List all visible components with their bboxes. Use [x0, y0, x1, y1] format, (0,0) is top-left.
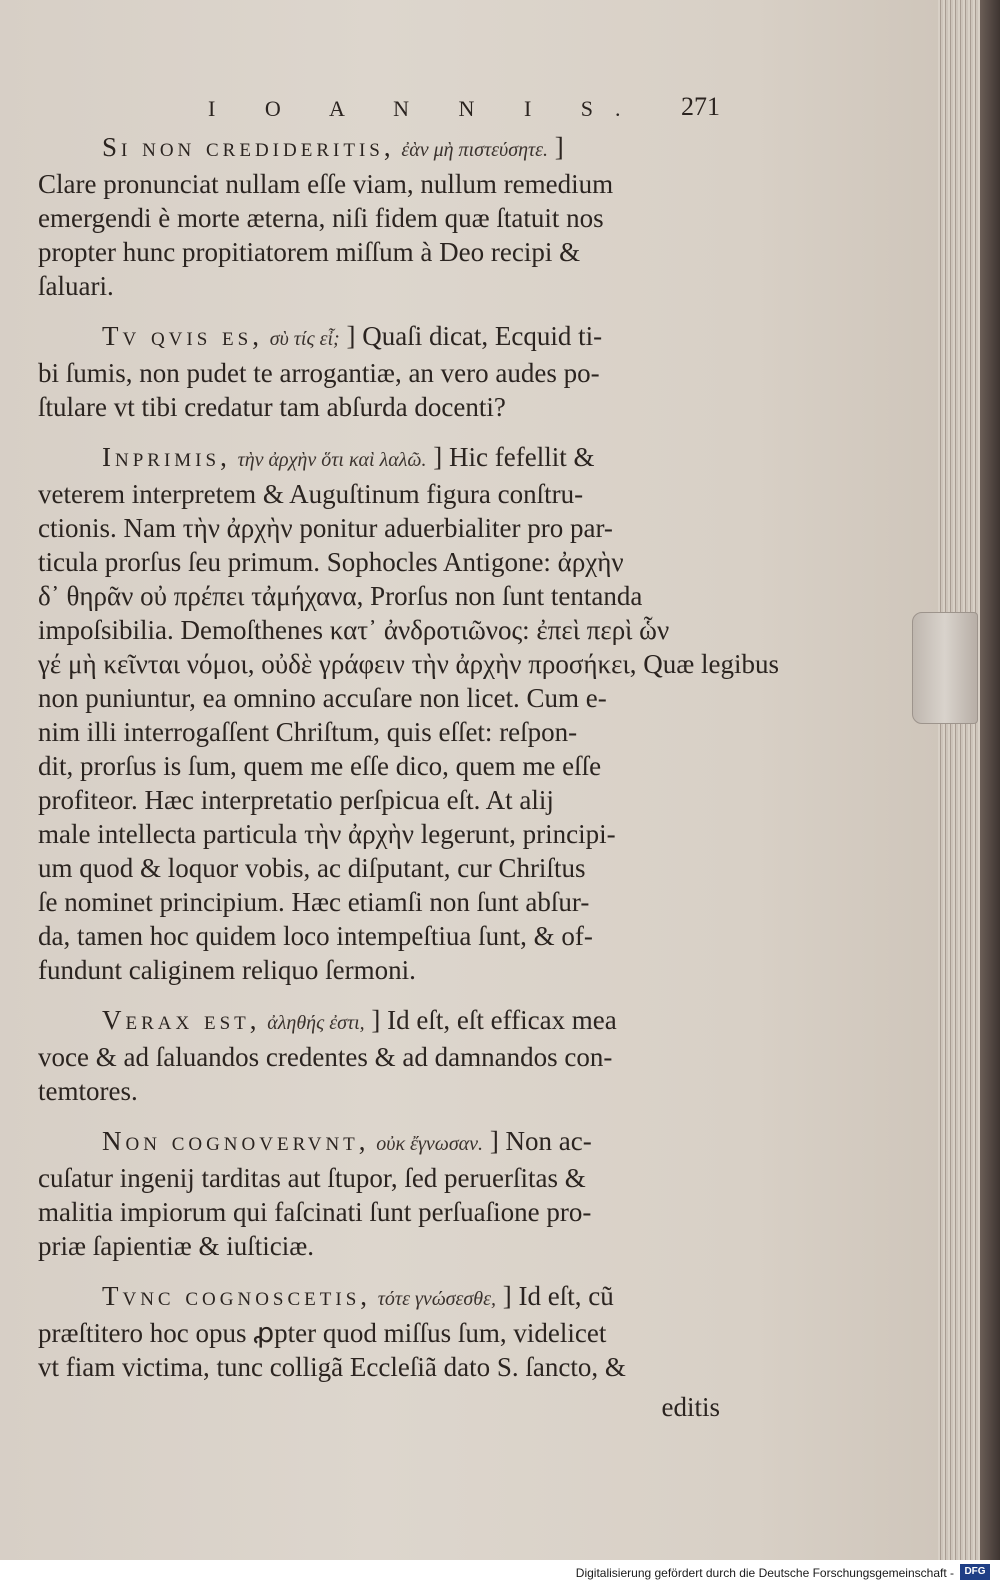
commentary-paragraph: [38, 1279, 720, 1384]
text-line: [38, 1124, 720, 1161]
lemma-remainder: ] Hic fefellit &: [433, 442, 595, 472]
commentary-body: [38, 130, 779, 1384]
text-line: male intellecta particula τὴν ἀρχὴν legerunt, principi-: [38, 819, 616, 849]
text-line: ticula prorſus ſeu primum. Sophocles Antigone: ἀρχὴν: [38, 547, 624, 577]
text-line: priæ ſapientiæ & iuſticiæ.: [38, 1231, 314, 1261]
lemma-heading: Inprimis,: [102, 442, 231, 472]
lemma-heading: Si non credideritis,: [102, 132, 395, 162]
text-line: propter hunc propitiatorem miſſum à Deo recipi &: [38, 237, 581, 267]
running-title: I O A N N I S.: [208, 96, 643, 121]
text-line: voce & ad ſaluandos credentes & ad damnandos con-: [38, 1042, 613, 1072]
text-line: δ᾽ θηρᾶν οὐ πρέπει τἀμήχανα, Prorſus non ſunt tentanda: [38, 581, 643, 611]
commentary-paragraph: [38, 130, 720, 303]
greek-phrase: ἀληθής ἐστι,: [267, 1012, 365, 1034]
text-line: temtores.: [38, 1076, 138, 1106]
text-line: da, tamen hoc quidem loco intempeſtiua ſunt, & of-: [38, 921, 593, 951]
lemma-heading: Tvnc cognoscetis,: [102, 1281, 372, 1311]
dfg-logo: DFG: [960, 1564, 990, 1580]
text-line: [38, 319, 720, 356]
lemma-remainder: ] Id eſt, cũ: [502, 1281, 614, 1311]
text-line: vt fiam victima, tunc colligã Eccleſiã dato S. ſancto, &: [38, 1352, 626, 1382]
text-line: non puniuntur, ea omnino accuſare non licet. Cum e-: [38, 683, 607, 713]
commentary-paragraph: [38, 1003, 720, 1108]
lemma-remainder: ] Non ac-: [489, 1126, 592, 1156]
running-head: [38, 86, 720, 126]
greek-phrase: οὐκ ἔγνωσαν.: [376, 1133, 484, 1155]
greek-phrase: σὺ τίς εἶ;: [269, 328, 340, 350]
lemma-remainder: ]: [554, 132, 564, 162]
text-line: [38, 1003, 720, 1040]
text-line: Clare pronunciat nullam eſſe viam, nullum remedium: [38, 169, 614, 199]
commentary-paragraph: [38, 319, 720, 424]
text-line: præſtitero hoc opus ꝓpter quod miſſus ſum, videlicet: [38, 1318, 607, 1348]
text-block: [38, 86, 779, 1424]
text-line: ſaluari.: [38, 271, 114, 301]
page-number: 271: [681, 92, 720, 121]
text-line: um quod & loquor vobis, ac diſputant, cur Chriſtus: [38, 853, 586, 883]
lemma-heading: Tv qvis es,: [102, 321, 263, 351]
lemma-remainder: ] Id eſt, eſt efficax mea: [371, 1005, 617, 1035]
text-line: γέ μὴ κεῖνται νόμοι, οὐδὲ γράφειν τὴν ἀρχὴν προσήκει, Quæ legibus: [38, 649, 779, 679]
bookmark-clip: [912, 612, 978, 724]
text-line: cuſatur ingenij tarditas aut ſtupor, ſed peruerſitas &: [38, 1163, 586, 1193]
funding-credit: Digitalisierung gefördert durch die Deutsche Forschungsgemeinschaft -: [575, 1566, 954, 1580]
text-line: ſe nominet principium. Hæc etiamſi non ſunt abſur-: [38, 887, 590, 917]
catchword: editis: [661, 1392, 720, 1422]
text-line: malitia impiorum qui faſcinati ſunt perſuaſione pro-: [38, 1197, 592, 1227]
text-line: bi ſumis, non pudet te arrogantiæ, an vero audes po-: [38, 358, 600, 388]
text-line: [38, 1279, 720, 1316]
text-line: nim illi interrogaſſent Chriſtum, quis eſſet: reſpon-: [38, 717, 578, 747]
text-line: [38, 130, 720, 167]
text-line: emergendi è morte æterna, niſi fidem quæ ſtatuit nos: [38, 203, 604, 233]
text-line: dit, prorſus is ſum, quem me eſſe dico, quem me eſſe: [38, 751, 602, 781]
text-line: impoſsibilia. Demoſthenes κατ᾽ ἀνδροτιῶνος: ἐπεὶ περὶ ὧν: [38, 615, 670, 645]
greek-phrase: τότε γνώσεσθε,: [377, 1288, 496, 1310]
text-line: [38, 440, 720, 477]
greek-phrase: τὴν ἀρχὴν ὅτι καὶ λαλῶ.: [237, 449, 427, 471]
text-line: fundunt caliginem reliquo ſermoni.: [38, 955, 416, 985]
commentary-paragraph: [38, 440, 779, 987]
lemma-heading: Verax est,: [102, 1005, 261, 1035]
text-line: profiteor. Hæc interpretatio perſpicua eſt. At alij: [38, 785, 554, 815]
text-line: ctionis. Nam τὴν ἀρχὴν ponitur aduerbialiter pro par-: [38, 513, 613, 543]
catchword-row: [38, 1390, 720, 1424]
text-line: veterem interpretem & Auguſtinum figura conſtru-: [38, 479, 584, 509]
footer-bar: [0, 1560, 1000, 1588]
lemma-heading: Non cognovervnt,: [102, 1126, 370, 1156]
text-line: ſtulare vt tibi credatur tam abſurda docenti?: [38, 392, 506, 422]
greek-phrase: ἐὰν μὴ πιστεύσητε.: [401, 139, 549, 161]
commentary-paragraph: [38, 1124, 720, 1263]
lemma-remainder: ] Quaſi dicat, Ecquid ti-: [346, 321, 603, 351]
book-binding-shadow: [980, 0, 1000, 1560]
